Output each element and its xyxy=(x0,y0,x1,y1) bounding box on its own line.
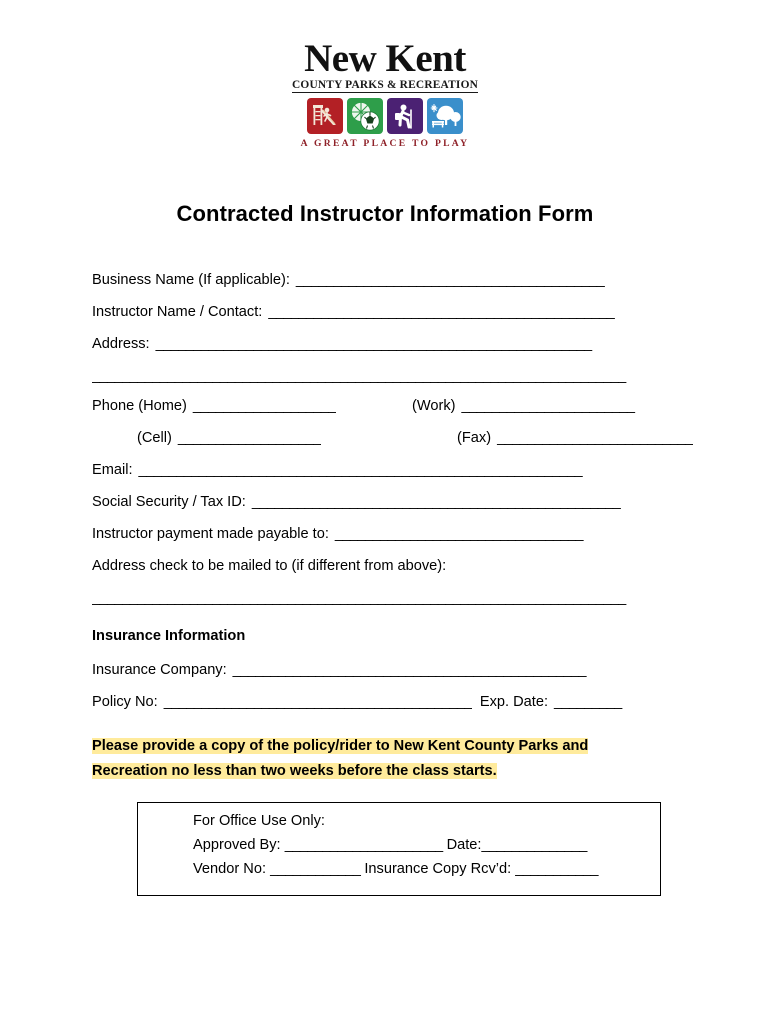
office-approved-by-row xyxy=(193,837,660,861)
logo-subtitle: COUNTY PARKS & RECREATION xyxy=(291,79,479,92)
instructor-name-label: Instructor Name / Contact: xyxy=(92,304,263,321)
field-email xyxy=(92,462,680,494)
fax-label: (Fax) xyxy=(457,430,492,447)
phone-home-label: Phone (Home) xyxy=(92,398,187,415)
vendor-no-input-rule[interactable]: ____________ xyxy=(270,861,361,878)
field-address xyxy=(92,336,680,368)
form-fields xyxy=(90,272,693,896)
mail-address-input-rule[interactable]: _______________________________________________________________________ xyxy=(92,590,626,607)
insurance-company-input-rule[interactable]: _______________________________________________ xyxy=(232,662,586,679)
organization-logo xyxy=(0,0,770,149)
ssn-taxid-label: Social Security / Tax ID: xyxy=(92,494,246,511)
phone-home-input-rule[interactable]: ___________________ xyxy=(192,398,336,415)
address-label: Address: xyxy=(92,336,150,353)
approved-by-label: Approved By: xyxy=(193,837,281,854)
phone-work-label: (Work) xyxy=(412,398,456,415)
hiker-icon xyxy=(387,98,423,134)
exp-date-label: Exp. Date: xyxy=(479,694,549,711)
field-insurance-company xyxy=(92,662,680,694)
field-cell-fax-row xyxy=(92,430,693,462)
field-policy-row xyxy=(92,694,680,726)
insurance-copy-received-label: Insurance Copy Rcv’d: xyxy=(364,861,512,878)
field-business-name xyxy=(92,272,680,304)
field-phone-cell xyxy=(92,430,457,446)
logo-wordmark: New Kent xyxy=(304,37,466,80)
sports-balls-icon xyxy=(347,98,383,134)
field-mail-address xyxy=(92,558,680,590)
approved-by-input-rule[interactable]: _____________________ xyxy=(284,837,443,854)
insurance-notice xyxy=(92,734,680,784)
office-date-label: Date: xyxy=(446,837,482,854)
fax-input-rule[interactable]: __________________________ xyxy=(497,430,693,447)
field-payable-to xyxy=(92,526,680,558)
park-trees-icon xyxy=(427,98,463,134)
instructor-name-input-rule[interactable]: ______________________________________________ xyxy=(268,304,615,321)
office-use-heading: For Office Use Only: xyxy=(193,813,325,830)
insurance-notice-line-1: Please provide a copy of the policy/rider to New Kent County Parks and xyxy=(92,738,589,755)
page-title: Contracted Instructor Information Form xyxy=(176,201,594,227)
field-phone-work xyxy=(412,398,680,414)
ssn-taxid-input-rule[interactable]: _________________________________________________ xyxy=(251,494,621,511)
field-instructor-name xyxy=(92,304,680,336)
office-date-input-rule[interactable]: ______________ xyxy=(481,837,587,854)
email-label: Email: xyxy=(92,462,133,479)
phone-cell-input-rule[interactable]: ___________________ xyxy=(177,430,321,447)
office-vendor-row xyxy=(193,861,660,885)
field-phone-home xyxy=(92,398,412,414)
exp-date-input-rule[interactable]: _________ xyxy=(554,694,622,711)
playground-slide-icon xyxy=(307,98,343,134)
payable-to-input-rule[interactable]: _________________________________ xyxy=(334,526,583,543)
phone-work-input-rule[interactable]: _______________________ xyxy=(461,398,635,415)
logo-tagline: A GREAT PLACE TO PLAY xyxy=(300,138,470,150)
policy-no-input-rule[interactable]: _________________________________________ xyxy=(163,694,472,711)
business-name-label: Business Name (If applicable): xyxy=(92,272,290,289)
address-input-rule[interactable]: __________________________________________________________ xyxy=(155,336,592,353)
policy-no-label: Policy No: xyxy=(92,694,158,711)
business-name-input-rule[interactable]: _________________________________________ xyxy=(295,272,605,289)
insurance-notice-line-2: Recreation no less than two weeks before the class starts. xyxy=(92,763,497,780)
field-fax xyxy=(457,430,693,446)
phone-cell-label: (Cell) xyxy=(137,430,172,447)
vendor-no-label: Vendor No: xyxy=(193,861,267,878)
insurance-company-label: Insurance Company: xyxy=(92,662,227,679)
field-ssn-taxid xyxy=(92,494,680,526)
insurance-copy-received-input-rule[interactable]: ___________ xyxy=(515,861,598,878)
logo-icon-row xyxy=(307,98,463,134)
field-phone-row xyxy=(92,398,680,430)
mail-address-label: Address check to be mailed to (if different from above): xyxy=(92,558,447,575)
office-use-box xyxy=(137,802,661,896)
payable-to-label: Instructor payment made payable to: xyxy=(92,526,329,543)
insurance-section-heading: Insurance Information xyxy=(92,628,246,645)
email-input-rule[interactable]: ___________________________________________________________ xyxy=(138,462,583,479)
address-input-rule-line2[interactable]: _______________________________________________________________________ xyxy=(92,368,626,385)
